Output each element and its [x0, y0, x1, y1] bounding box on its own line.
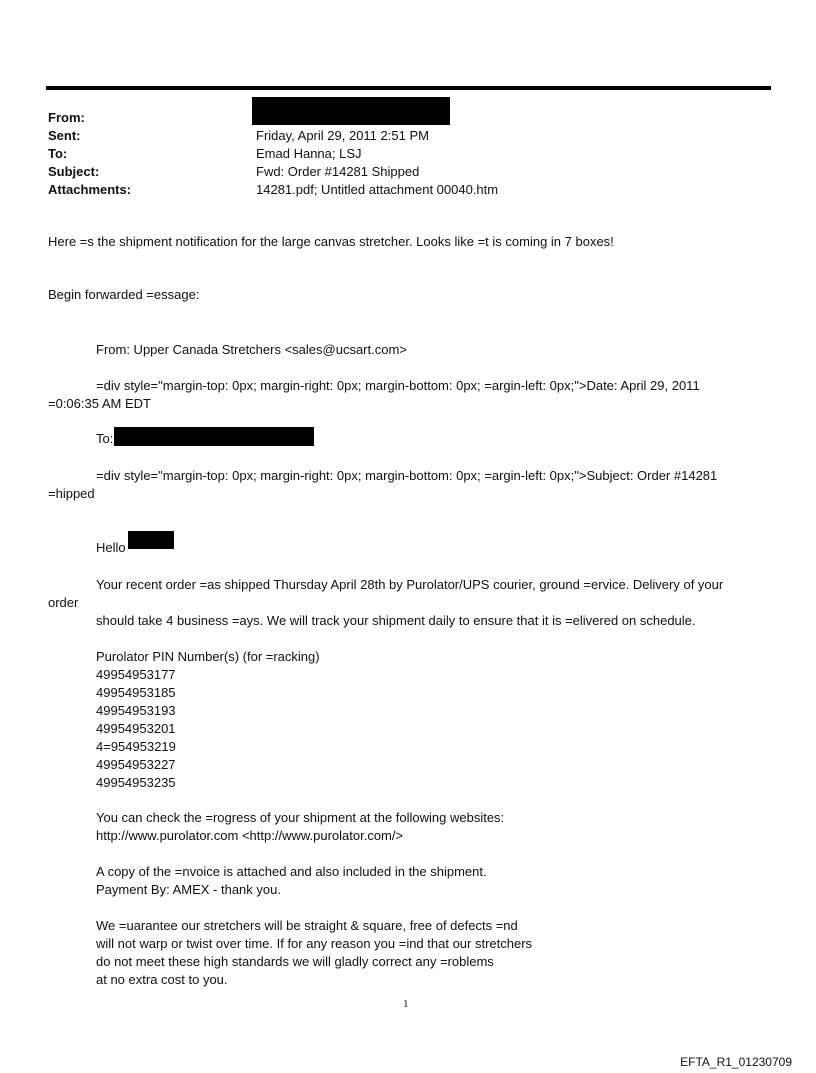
invoice-line1: A copy of the =nvoice is attached and also included in the shipment. — [96, 864, 487, 879]
pin-number: 49954953227 — [96, 757, 176, 772]
attachments-label: Attachments: — [48, 182, 132, 197]
order-paragraph-line3: should take 4 business =ays. We will track your shipment daily to ensure that it is =elivered on schedule. — [96, 613, 696, 628]
order-paragraph-line2: order — [48, 595, 79, 610]
document-id: EFTA_R1_01230709 — [680, 1055, 792, 1069]
forwarded-subject-line2: =hipped — [48, 486, 95, 501]
guarantee-line: will not warp or twist over time. If for any reason you =ind that our stretchers — [96, 936, 533, 951]
pin-number: 49954953193 — [96, 703, 176, 718]
guarantee-line: at no extra cost to you. — [96, 972, 228, 987]
pin-number: 4=954953219 — [96, 739, 176, 754]
to-value: Emad Hanna; LSJ — [256, 146, 362, 161]
forwarded-subject-line1: =div style="margin-top: 0px; margin-right: 0px; margin-bottom: 0px; =argin-left: 0px;">Subject: Order #14281 — [96, 468, 718, 483]
attachments-value: 14281.pdf; Untitled attachment 00040.htm — [256, 182, 499, 197]
subject-label: Subject: — [48, 164, 100, 179]
intro-text: Here =s the shipment notification for the large canvas stretcher. Looks like =t is coming in 7 boxes! — [48, 234, 614, 249]
redaction-name — [128, 531, 174, 549]
guarantee-line: We =uarantee our stretchers will be straight & square, free of defects =nd — [96, 918, 518, 933]
pin-number: 49954953185 — [96, 685, 176, 700]
forwarded-to-label: To: — [96, 431, 114, 446]
payment-line: Payment By: AMEX - thank you. — [96, 882, 281, 897]
forwarded-date-line2: =0:06:35 AM EDT — [48, 396, 151, 411]
greeting: Hello — [96, 540, 126, 555]
forwarded-from: From: Upper Canada Stretchers <sales@ucsart.com> — [96, 342, 407, 357]
pin-heading: Purolator PIN Number(s) (for =racking) — [96, 649, 320, 664]
begin-forwarded: Begin forwarded =essage: — [48, 287, 200, 302]
page-number: 1 — [403, 998, 409, 1010]
sent-value: Friday, April 29, 2011 2:51 PM — [256, 128, 429, 143]
pin-number: 49954953177 — [96, 667, 176, 682]
progress-line1: You can check the =rogress of your shipment at the following websites: — [96, 810, 505, 825]
forwarded-date-line1: =div style="margin-top: 0px; margin-right: 0px; margin-bottom: 0px; =argin-left: 0px;">Date: April 29, 2011 — [96, 378, 700, 393]
redaction-from — [252, 97, 450, 125]
to-label: To: — [48, 146, 68, 161]
progress-link: http://www.purolator.com <http://www.purolator.com/> — [96, 828, 404, 843]
redaction-to — [114, 427, 314, 446]
subject-value: Fwd: Order #14281 Shipped — [256, 164, 420, 179]
sent-label: Sent: — [48, 128, 81, 143]
from-label: From: — [48, 110, 85, 125]
pin-number: 49954953201 — [96, 721, 176, 736]
pin-number: 49954953235 — [96, 775, 176, 790]
guarantee-line: do not meet these high standards we will gladly correct any =roblems — [96, 954, 494, 969]
order-paragraph-line1: Your recent order =as shipped Thursday April 28th by Purolator/UPS courier, ground =ervice. Delivery of your — [96, 577, 724, 592]
header-rule — [46, 86, 771, 90]
